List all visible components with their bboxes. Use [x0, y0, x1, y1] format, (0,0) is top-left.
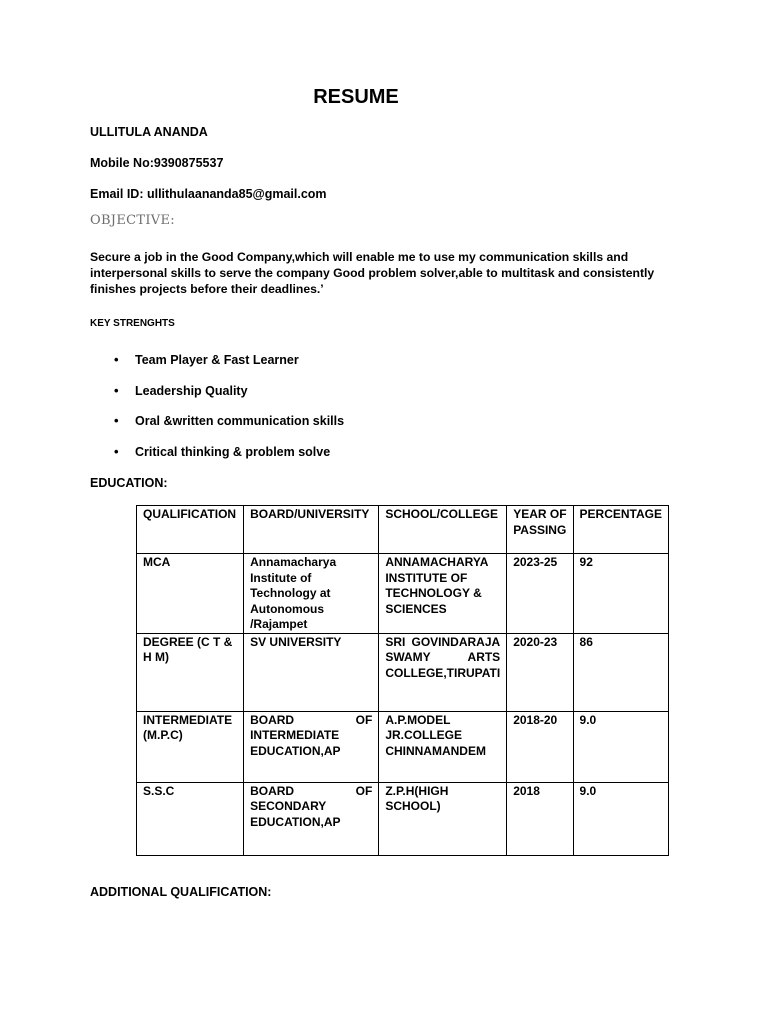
table-cell: INTERMEDIATE (M.P.C) [137, 711, 244, 782]
list-item [90, 351, 344, 382]
table-cell: SRI GOVINDARAJA SWAMY ARTS COLLEGE,TIRUPATI [379, 633, 507, 711]
header-cell: SCHOOL/COLLEGE [379, 506, 507, 554]
table-cell: 2018-20 [507, 711, 573, 782]
header-cell: PERCENTAGE [573, 506, 668, 554]
table-cell: 9.0 [573, 711, 668, 782]
header-cell: BOARD/UNIVERSITY [244, 506, 379, 554]
candidate-name: ULLITULA ANANDA [90, 125, 208, 139]
header-cell: YEAR OF PASSING [507, 506, 573, 554]
table-cell: 2023-25 [507, 554, 573, 634]
table-cell: 92 [573, 554, 668, 634]
table-cell: 86 [573, 633, 668, 711]
bullet-icon: • [114, 444, 119, 460]
mobile-number: Mobile No:9390875537 [90, 156, 224, 170]
list-item [90, 412, 344, 443]
table-cell: MCA [137, 554, 244, 634]
table-cell: SV UNIVERSITY [244, 633, 379, 711]
page-title: RESUME [313, 86, 399, 108]
email-id: Email ID: ullithulaananda85@gmail.com [90, 187, 327, 201]
table-header-row [137, 506, 669, 554]
education-heading: EDUCATION: [90, 476, 168, 490]
table-cell: ANNAMACHARYA INSTITUTE OF TECHNOLOGY & SCIENCES [379, 554, 507, 634]
strength-text: Critical thinking & problem solve [135, 445, 331, 460]
list-item [90, 382, 344, 413]
education-table [136, 505, 669, 856]
table-row [137, 633, 669, 711]
table-cell: 9.0 [573, 782, 668, 855]
table-cell: 2018 [507, 782, 573, 855]
table-cell: A.P.MODEL JR.COLLEGE CHINNAMANDEM [379, 711, 507, 782]
table-cell: Z.P.H(HIGH SCHOOL) [379, 782, 507, 855]
strength-text: Leadership Quality [135, 383, 248, 398]
table-cell: Annamacharya Institute of Technology at Autonomous /Rajampet [244, 554, 379, 634]
table-cell: S.S.C [137, 782, 244, 855]
list-item [90, 443, 344, 474]
table-cell: DEGREE (C T & H M) [137, 633, 244, 711]
strength-text: Oral &written communication skills [135, 414, 345, 429]
objective-heading: OBJECTIVE: [90, 213, 175, 228]
bullet-icon: • [114, 413, 119, 429]
table-row [137, 782, 669, 855]
strength-text: Team Player & Fast Learner [135, 353, 299, 367]
key-strengths-list [90, 351, 344, 474]
table-cell: BOARD OF SECONDARY EDUCATION,AP [244, 782, 379, 855]
bullet-icon: • [114, 382, 119, 398]
table-row [137, 711, 669, 782]
table-cell: 2020-23 [507, 633, 573, 711]
table-cell: BOARD OF INTERMEDIATE EDUCATION,AP [244, 711, 379, 782]
header-cell: QUALIFICATION [137, 506, 244, 554]
key-strengths-heading: KEY STRENGHTS [90, 318, 175, 329]
additional-qualification-heading: ADDITIONAL QUALIFICATION: [90, 885, 272, 899]
table-row [137, 554, 669, 634]
objective-text: Secure a job in the Good Company,which will enable me to use my communication skills and interpersonal skills to serve the company Good problem solver,able to multitask and consistently finishes projects before their deadlines.’ [90, 250, 655, 296]
bullet-icon: • [114, 352, 119, 367]
